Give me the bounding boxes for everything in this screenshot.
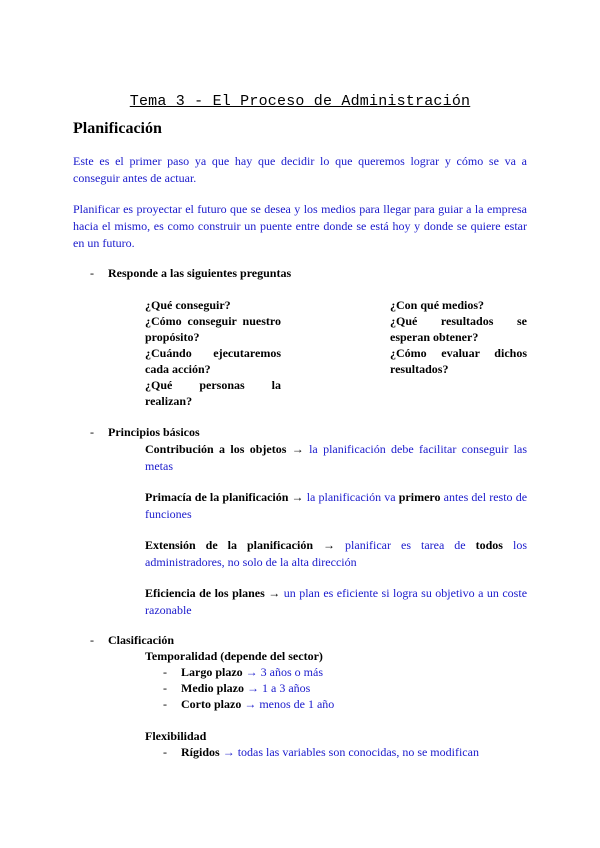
temporal-term: Largo plazo <box>181 665 243 679</box>
arrow: → <box>244 697 257 711</box>
flexibility-item <box>163 745 479 760</box>
question-item: ¿Qué conseguir? <box>145 298 231 312</box>
question-item: ¿Cuándo ejecutaremos cada acción? <box>145 346 281 376</box>
temporal-text: 1 a 3 años <box>262 681 311 695</box>
principle-item <box>145 441 527 475</box>
temporal-text: menos de 1 año <box>259 697 335 711</box>
arrow: → <box>291 490 304 504</box>
arrow: → <box>222 745 235 759</box>
temporal-term: Medio plazo <box>181 681 244 695</box>
principle-term: Primacía de la planificación <box>145 490 289 504</box>
flexibility-term: Rígidos <box>181 745 220 759</box>
bullet-dash: - <box>163 665 167 679</box>
principle-text: antes del resto de funciones <box>145 490 528 521</box>
page-title: Tema 3 - El Proceso de Administración <box>129 93 471 110</box>
bullet-dash: - <box>163 745 167 759</box>
principle-emphasis: primero <box>398 490 441 504</box>
bullet-dash: - <box>90 633 94 647</box>
arrow: → <box>247 681 259 695</box>
temporal-term: Corto plazo <box>181 697 242 711</box>
principle-text: planificar es tarea de <box>345 538 466 552</box>
bullet-dash: - <box>90 266 94 280</box>
principle-text: la planificación va <box>306 490 396 504</box>
definition-paragraph: Planificar es proyectar el futuro que se desea y los medios para llegar para guiar a la empresa hacia el mismo, es como construir un puente entre donde se está hoy y donde se quiere estar en un futuro. <box>73 202 527 250</box>
bullet-dash: - <box>90 425 94 439</box>
temporal-item <box>163 681 310 696</box>
flexibility-text: todas las variables son conocidas, no se modifican <box>237 745 479 759</box>
question-item: ¿Cómo evaluar dichos resultados? <box>390 346 527 376</box>
bullet-dash: - <box>163 681 167 695</box>
arrow: → <box>268 586 281 600</box>
principle-item <box>145 537 527 571</box>
temporal-item <box>163 665 323 680</box>
arrow: → <box>291 442 304 456</box>
principle-item <box>145 585 527 619</box>
question-item: ¿Qué resultados se esperan obtener? <box>390 314 527 344</box>
principle-term: Contribución a los objetos <box>145 442 287 456</box>
question-item: ¿Qué personas la realizan? <box>145 378 281 408</box>
temporal-item <box>163 697 334 712</box>
arrow: → <box>323 538 336 552</box>
intro-paragraph: Este es el primer paso ya que hay que decidir lo que queremos lograr y cómo se va a conseguir antes de actuar. <box>73 154 527 185</box>
questions-right-column <box>390 297 527 377</box>
principle-text: los administradores, no solo de la alta dirección <box>145 538 527 569</box>
principles-heading: Principios básicos <box>108 425 200 439</box>
section-heading: Planificación <box>73 120 162 137</box>
questions-heading: Responde a las siguientes preguntas <box>108 266 292 280</box>
principle-emphasis: todos <box>475 538 503 552</box>
temporal-text: 3 años o más <box>260 665 323 679</box>
arrow: → <box>245 665 258 679</box>
principle-item <box>145 489 527 523</box>
temporal-heading: Temporalidad (depende del sector) <box>145 649 323 663</box>
flexibility-heading: Flexibilidad <box>145 729 207 743</box>
principle-text: un plan es eficiente si logra su objetivo a un coste razonable <box>145 586 528 617</box>
principle-term: Eficiencia de los planes <box>145 586 265 600</box>
classification-heading: Clasificación <box>108 633 174 647</box>
principle-term: Extensión de la planificación <box>145 538 314 552</box>
question-item: ¿Cómo conseguir nuestro propósito? <box>145 314 281 344</box>
principle-text: la planificación debe facilitar conseguir las metas <box>145 442 528 473</box>
bullet-dash: - <box>163 697 167 711</box>
question-item: ¿Con qué medios? <box>390 298 485 312</box>
questions-left-column <box>145 297 281 409</box>
